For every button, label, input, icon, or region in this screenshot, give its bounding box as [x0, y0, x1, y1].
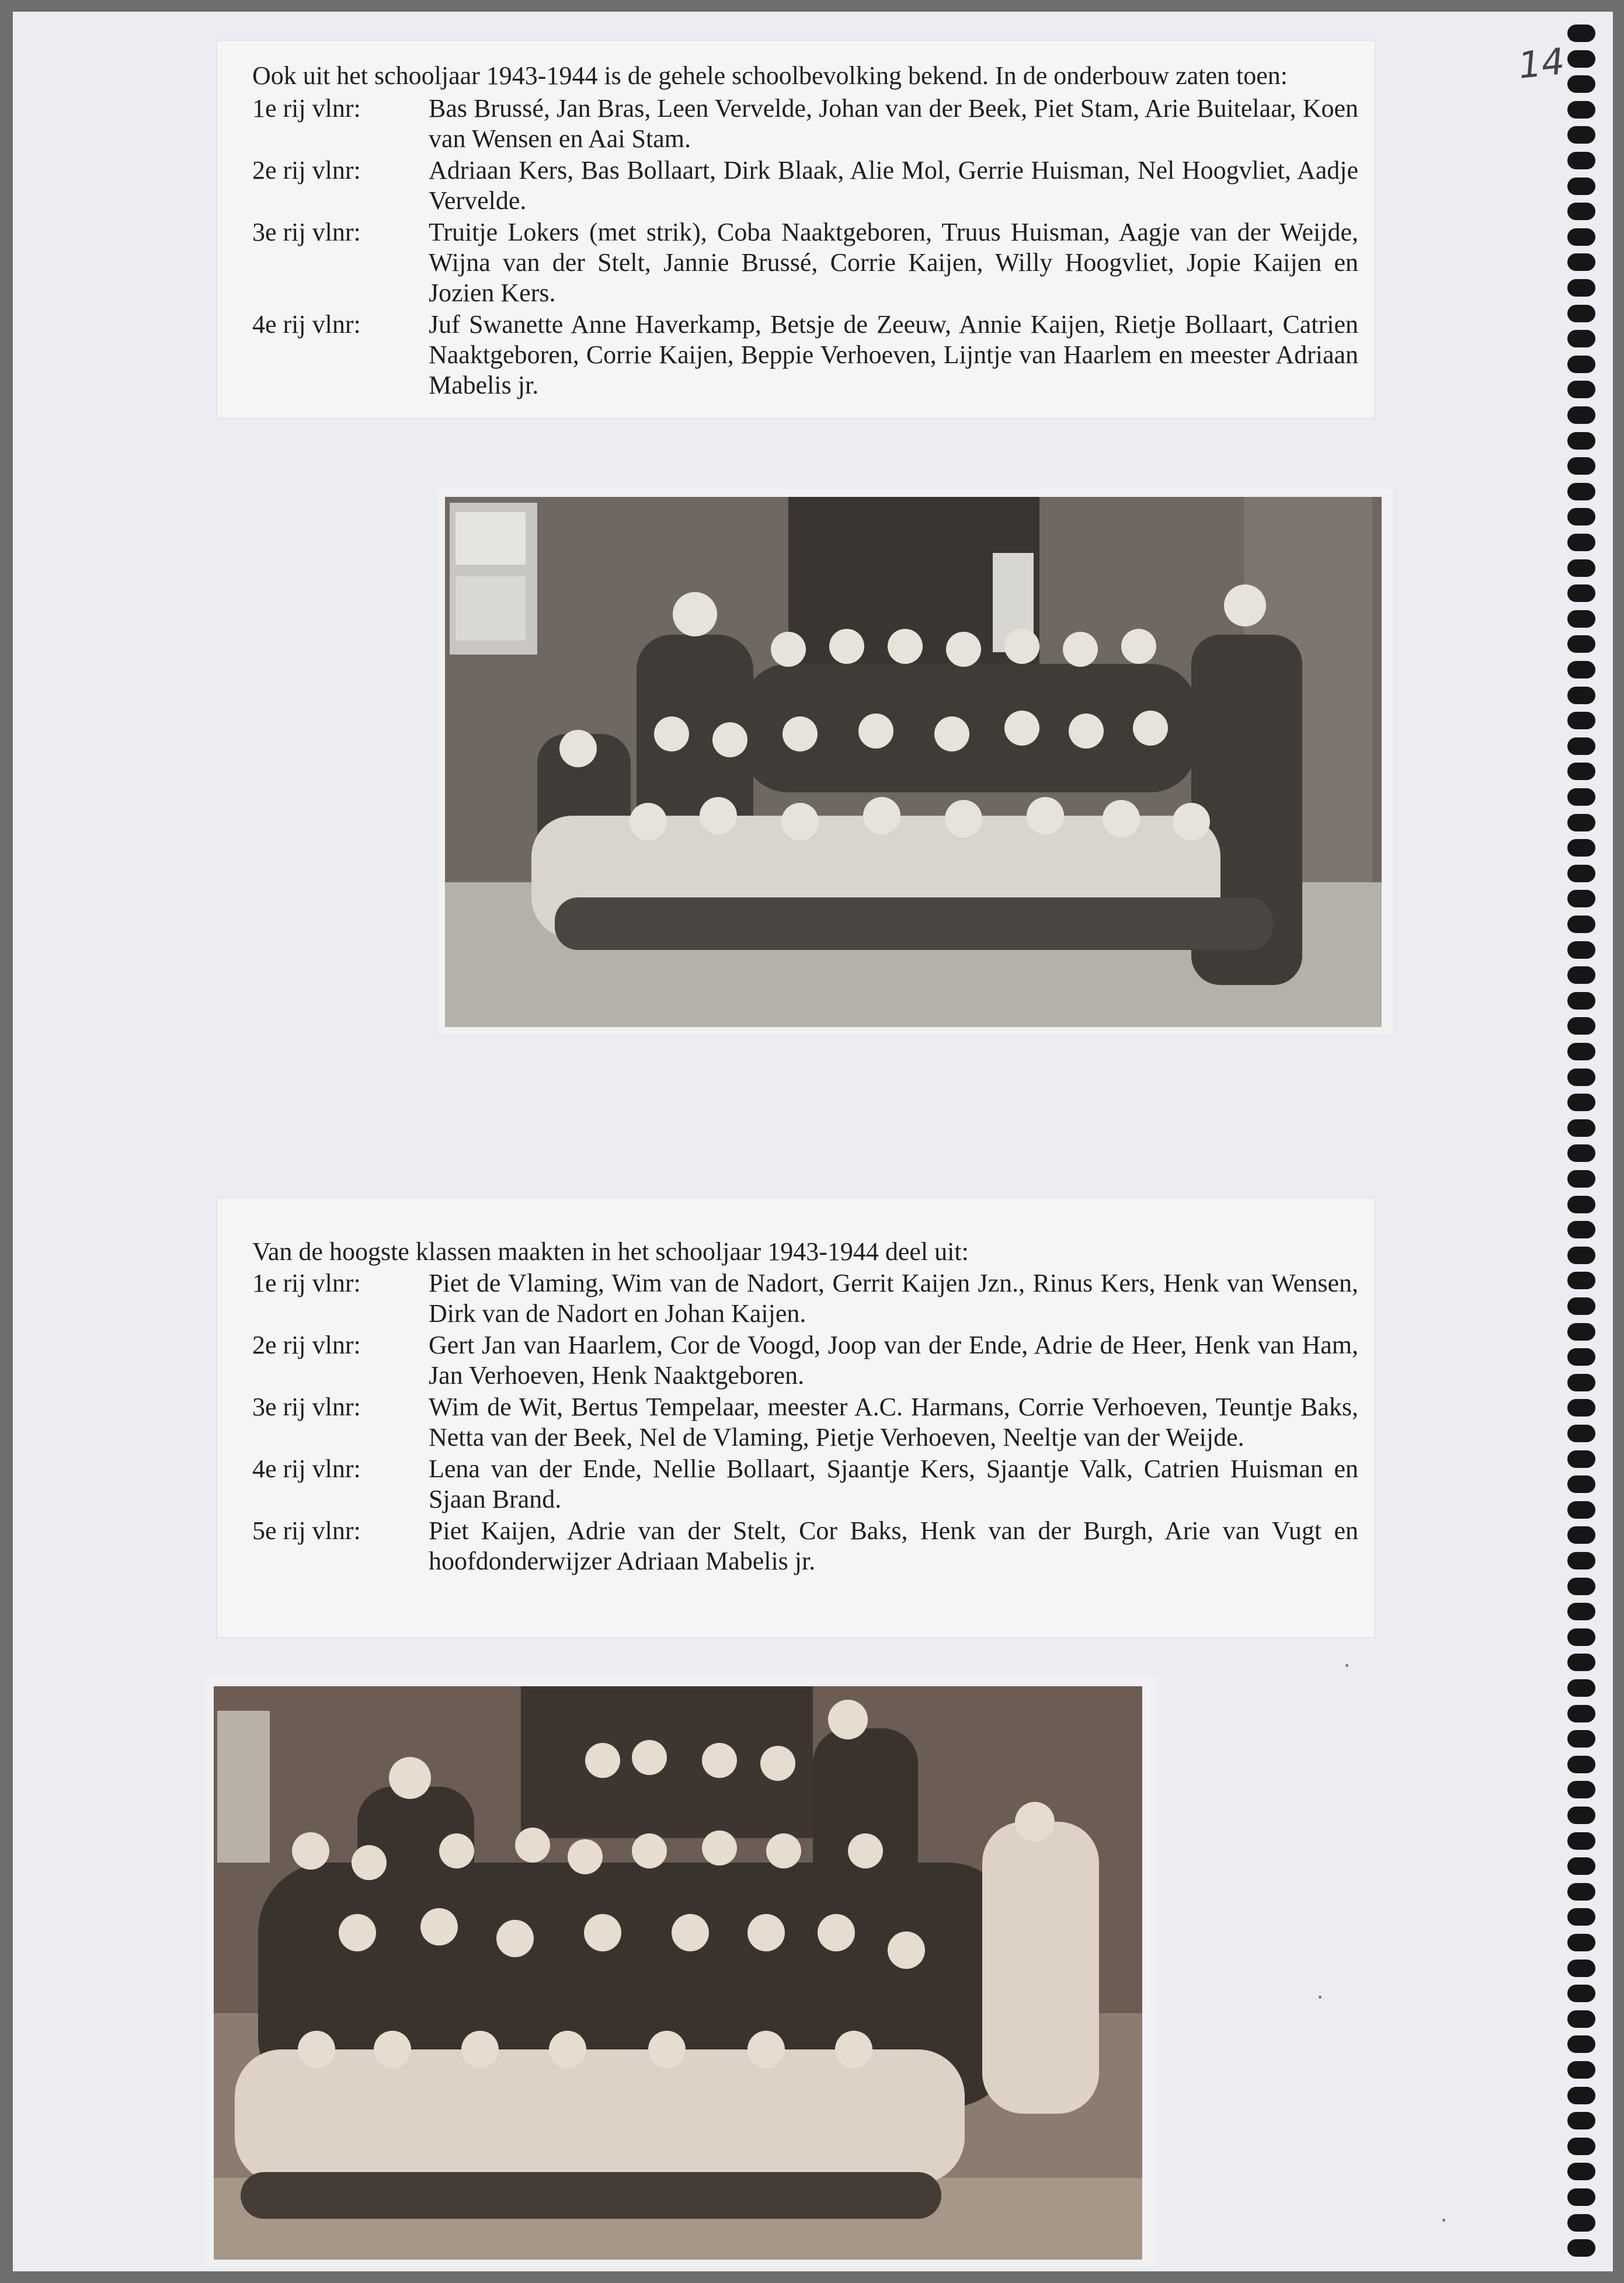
- row-label: 2e rij vlnr:: [252, 156, 361, 185]
- binding-hole: [1567, 559, 1595, 577]
- row-names: Piet Kaijen, Adrie van der Stelt, Cor Baks, Henk van der Burgh, Arie van Vugt en hoofdonderwijzer Adriaan Mabelis jr.: [429, 1516, 1358, 1575]
- row-names: Adriaan Kers, Bas Bollaart, Dirk Blaak, Alie Mol, Gerrie Huisman, Nel Hoogvliet, Aadje Vervelde.: [429, 156, 1358, 215]
- binding-hole: [1567, 610, 1595, 628]
- binding-hole: [1567, 763, 1595, 780]
- binding-hole: [1567, 1781, 1595, 1798]
- binding-hole: [1567, 1323, 1595, 1341]
- binding-hole: [1567, 1017, 1595, 1035]
- binding-hole: [1567, 406, 1595, 424]
- binding-hole: [1567, 1272, 1595, 1289]
- row-label: 1e rij vlnr:: [252, 94, 361, 123]
- binding-hole: [1567, 534, 1595, 551]
- binding-hole: [1567, 687, 1595, 704]
- binding-hole: [1567, 1883, 1595, 1901]
- binding-hole: [1567, 1679, 1595, 1697]
- binding-hole: [1567, 916, 1595, 933]
- binding-hole: [1567, 890, 1595, 907]
- binding-hole: [1567, 75, 1595, 93]
- binding-hole: [1567, 2112, 1595, 2129]
- binding-hole: [1567, 2163, 1595, 2180]
- binding-hole: [1567, 2138, 1595, 2155]
- row-label: 1e rij vlnr:: [252, 1269, 361, 1297]
- binding-hole: [1567, 1094, 1595, 1111]
- binding-hole: [1567, 992, 1595, 1010]
- binding-hole: [1567, 483, 1595, 500]
- binding-hole: [1567, 1348, 1595, 1366]
- binding-hole: [1567, 356, 1595, 373]
- binding-hole: [1567, 1450, 1595, 1468]
- binding-hole: [1567, 1603, 1595, 1620]
- binding-hole: [1567, 203, 1595, 220]
- page-number: 14: [1516, 40, 1567, 87]
- binding-hole: [1567, 1043, 1595, 1060]
- binding-hole: [1567, 253, 1595, 271]
- binding-hole: [1567, 152, 1595, 169]
- row-label: 2e rij vlnr:: [252, 1331, 361, 1359]
- binding-hole: [1567, 1526, 1595, 1544]
- binding-hole: [1567, 1475, 1595, 1493]
- binding-hole: [1567, 1730, 1595, 1748]
- binding-hole: [1567, 1908, 1595, 1926]
- binding-hole: [1567, 865, 1595, 882]
- binding-hole: [1567, 839, 1595, 857]
- binding-hole: [1567, 1857, 1595, 1875]
- binding-hole: [1567, 1425, 1595, 1442]
- binding-hole: [1567, 25, 1595, 42]
- binding-hole: [1567, 2188, 1595, 2206]
- caption-upper-classes: [217, 1198, 1375, 1637]
- spiral-binding: [1567, 25, 1598, 2272]
- binding-hole: [1567, 1756, 1595, 1773]
- row-names: Juf Swanette Anne Haverkamp, Betsje de Zeeuw, Annie Kaijen, Rietje Bollaart, Catrien Naaktgeboren, Corrie Kaijen, Beppie Verhoeven, Lijntje van Haarlem en meester Adriaan Mabelis jr.: [429, 310, 1358, 399]
- binding-hole: [1567, 1399, 1595, 1417]
- binding-hole: [1567, 1628, 1595, 1646]
- binding-hole: [1567, 941, 1595, 959]
- binding-hole: [1567, 584, 1595, 602]
- binding-hole: [1567, 1119, 1595, 1137]
- binding-hole: [1567, 966, 1595, 984]
- album-page: [13, 12, 1613, 2271]
- binding-hole: [1567, 1170, 1595, 1188]
- binding-hole: [1567, 50, 1595, 68]
- row-label: 4e rij vlnr:: [252, 1454, 361, 1483]
- binding-hole: [1567, 305, 1595, 322]
- binding-hole: [1567, 2239, 1595, 2257]
- row-label: 4e rij vlnr:: [252, 310, 361, 339]
- row-names: Bas Brussé, Jan Bras, Leen Vervelde, Johan van der Beek, Piet Stam, Arie Buitelaar, Koen van Wensen en Aai Stam.: [429, 94, 1358, 153]
- binding-hole: [1567, 1934, 1595, 1951]
- binding-hole: [1567, 228, 1595, 246]
- binding-hole: [1567, 508, 1595, 525]
- row-names: Piet de Vlaming, Wim van de Nadort, Gerrit Kaijen Jzn., Rinus Kers, Henk van Wensen, Dirk van de Nadort en Johan Kaijen.: [429, 1269, 1358, 1328]
- binding-hole: [1567, 1374, 1595, 1391]
- row-names: Wim de Wit, Bertus Tempelaar, meester A.C. Harmans, Corrie Verhoeven, Teuntje Baks, Netta van der Beek, Nel de Vlaming, Pietje Verhoeven, Neeltje van der Weijde.: [429, 1393, 1358, 1452]
- speck: [1345, 1664, 1348, 1667]
- binding-hole: [1567, 330, 1595, 347]
- speck: [1319, 1996, 1322, 1999]
- row-names: Gert Jan van Haarlem, Cor de Voogd, Joop van der Ende, Adrie de Heer, Henk van Ham, Jan Verhoeven, Henk Naaktgeboren.: [429, 1331, 1358, 1390]
- binding-hole: [1567, 279, 1595, 297]
- binding-hole: [1567, 1832, 1595, 1850]
- binding-hole: [1567, 1807, 1595, 1824]
- binding-hole: [1567, 126, 1595, 144]
- binding-hole: [1567, 661, 1595, 678]
- binding-hole: [1567, 1552, 1595, 1569]
- binding-hole: [1567, 1297, 1595, 1315]
- binding-hole: [1567, 432, 1595, 450]
- caption-lower-classes: [217, 41, 1375, 418]
- class-photo-lower-classes: [438, 489, 1393, 1035]
- binding-hole: [1567, 2087, 1595, 2104]
- binding-hole: [1567, 1247, 1595, 1264]
- binding-hole: [1567, 2214, 1595, 2232]
- binding-hole: [1567, 1705, 1595, 1722]
- binding-hole: [1567, 2035, 1595, 2053]
- binding-hole: [1567, 1654, 1595, 1671]
- binding-hole: [1567, 1578, 1595, 1595]
- binding-hole: [1567, 737, 1595, 755]
- binding-hole: [1567, 1221, 1595, 1238]
- binding-hole: [1567, 1196, 1595, 1213]
- row-names: Truitje Lokers (met strik), Coba Naaktgeboren, Truus Huisman, Aagje van der Weijde, Wijna van der Stelt, Jannie Brussé, Corrie Kaijen, Willy Hoogvliet, Jopie Kaijen en Jozien Kers.: [429, 218, 1358, 307]
- binding-hole: [1567, 1985, 1595, 2002]
- row-label: 3e rij vlnr:: [252, 1393, 361, 1421]
- binding-hole: [1567, 1960, 1595, 1977]
- class-photo-upper-classes: [206, 1676, 1157, 2265]
- binding-hole: [1567, 2010, 1595, 2028]
- binding-hole: [1567, 457, 1595, 475]
- binding-hole: [1567, 788, 1595, 806]
- caption-intro: Ook uit het schooljaar 1943-1944 is de gehele schoolbevolking bekend. In de onderbouw zaten toen:: [252, 61, 1288, 90]
- binding-hole: [1567, 178, 1595, 195]
- speck: [1442, 2219, 1445, 2222]
- row-label: 3e rij vlnr:: [252, 218, 361, 246]
- binding-hole: [1567, 1144, 1595, 1162]
- row-names: Lena van der Ende, Nellie Bollaart, Sjaantje Kers, Sjaantje Valk, Catrien Huisman en Sjaan Brand.: [429, 1454, 1358, 1513]
- binding-hole: [1567, 635, 1595, 653]
- binding-hole: [1567, 381, 1595, 398]
- caption-intro: Van de hoogste klassen maakten in het schooljaar 1943-1944 deel uit:: [252, 1237, 969, 1266]
- binding-hole: [1567, 814, 1595, 831]
- binding-hole: [1567, 1501, 1595, 1519]
- binding-hole: [1567, 712, 1595, 729]
- binding-hole: [1567, 2061, 1595, 2079]
- binding-hole: [1567, 1069, 1595, 1086]
- row-label: 5e rij vlnr:: [252, 1516, 361, 1545]
- binding-hole: [1567, 101, 1595, 119]
